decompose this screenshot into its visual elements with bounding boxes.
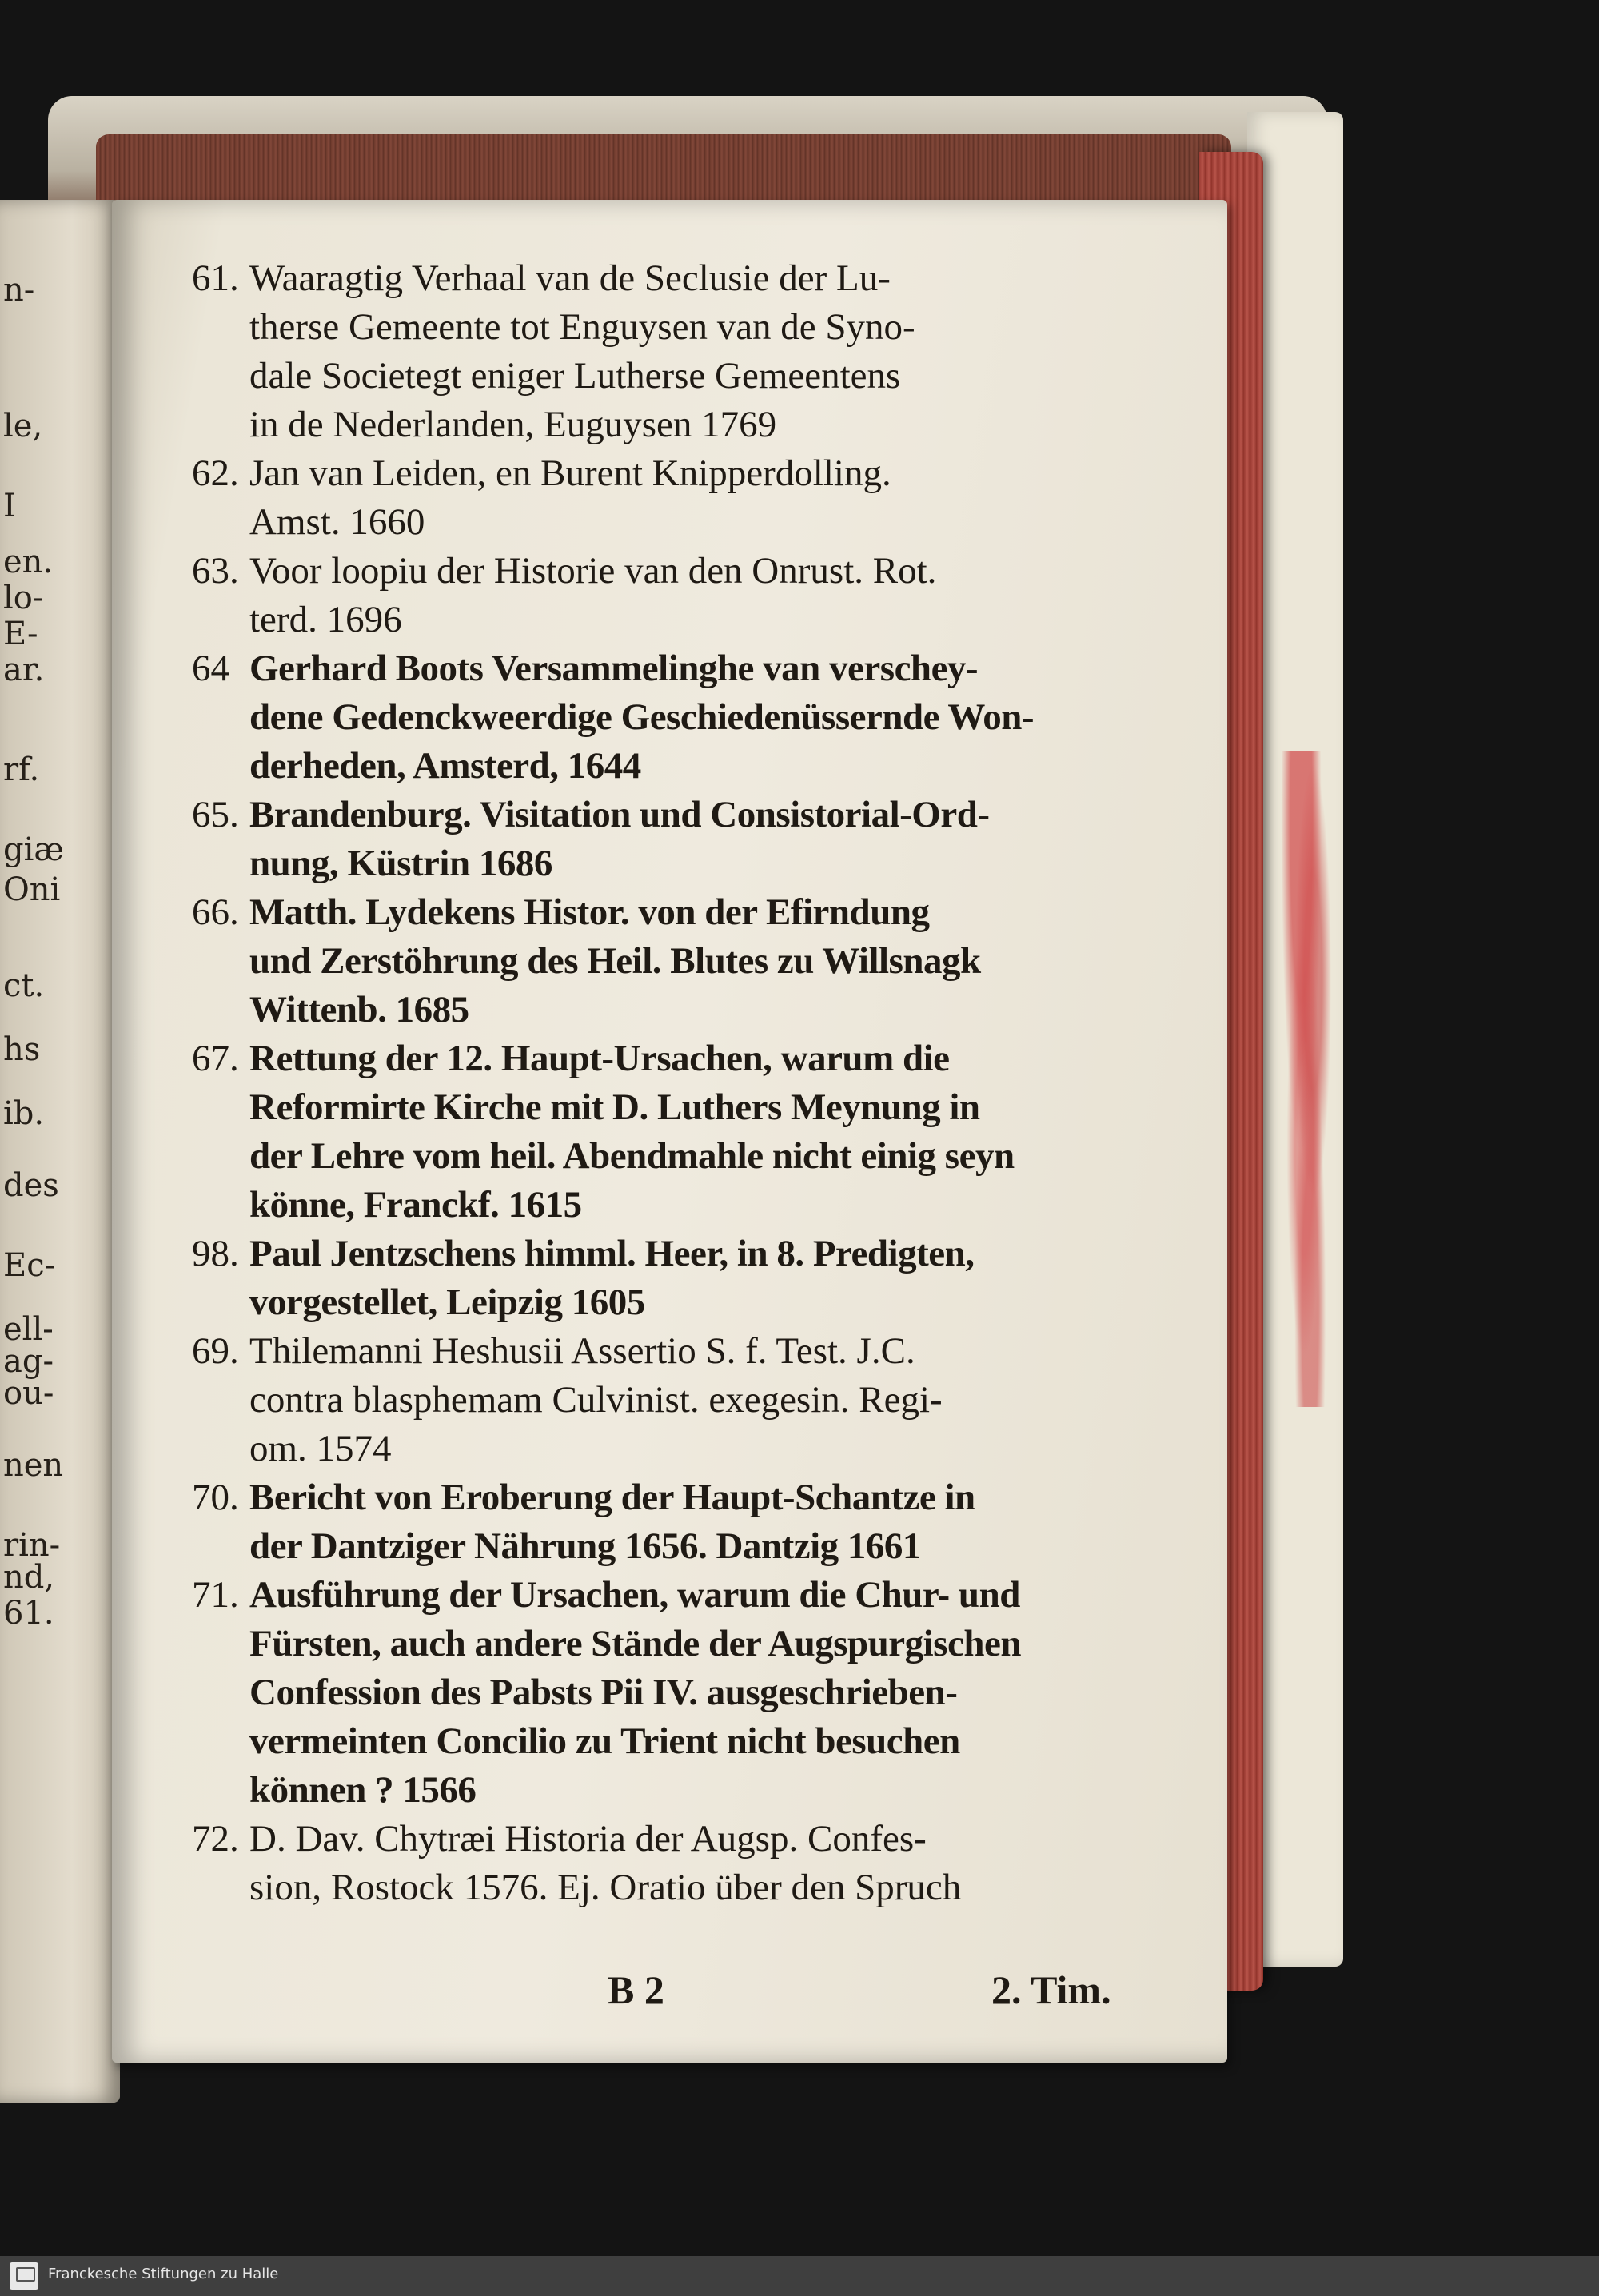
entry-line: Voor loopiu der Historie van den Onrust. Rot. bbox=[249, 550, 937, 592]
entry-line: therse Gemeente tot Enguysen van de Syno- bbox=[249, 306, 915, 348]
catalog-entry bbox=[192, 254, 1135, 449]
left-page bbox=[0, 200, 120, 2103]
catalog-entry bbox=[192, 1327, 1135, 1473]
entry-number: 63. bbox=[192, 550, 239, 592]
catalog-entry bbox=[192, 1473, 1135, 1571]
left-page-fragment: le, bbox=[3, 408, 43, 444]
catalog-entry bbox=[192, 1571, 1135, 1815]
entry-line: der Dantziger Nährung 1656. Dantzig 1661 bbox=[249, 1525, 921, 1567]
left-page-fragment: ar. bbox=[3, 652, 45, 688]
left-page-fragment: I bbox=[3, 488, 16, 524]
entry-line: dale Societegt eniger Lutherse Gemeentens bbox=[249, 355, 901, 397]
red-stains bbox=[1278, 751, 1337, 1407]
catalog-entry bbox=[192, 888, 1135, 1034]
entry-line: Rettung der 12. Haupt-Ursachen, warum die bbox=[249, 1038, 950, 1079]
left-page-fragment: rin- bbox=[3, 1527, 61, 1564]
entry-line: Jan van Leiden, en Burent Knipperdolling. bbox=[249, 452, 891, 494]
entry-text bbox=[249, 1815, 1135, 1912]
entry-line: Brandenburg. Visitation und Consistorial-Ord- bbox=[249, 794, 990, 835]
entry-number: 70. bbox=[192, 1477, 239, 1518]
entry-line: Reformirte Kirche mit D. Luthers Meynung in bbox=[249, 1086, 980, 1128]
entry-line: vermeinten Concilio zu Trient nicht besuchen bbox=[249, 1720, 960, 1762]
entry-list bbox=[192, 254, 1135, 1912]
signature-mark: B 2 bbox=[608, 1967, 664, 2012]
entry-line: Thilemanni Heshusii Assertio S. f. Test. J.C. bbox=[249, 1330, 915, 1372]
left-page-fragment: des bbox=[3, 1167, 59, 1204]
entry-line: können ? 1566 bbox=[249, 1769, 477, 1811]
entry-line: D. Dav. Chytræi Historia der Augsp. Confes- bbox=[249, 1818, 927, 1860]
catalog-entry bbox=[192, 1815, 1135, 1912]
entry-text bbox=[249, 791, 1135, 888]
entry-line: Gerhard Boots Versammelinghe van verschey- bbox=[249, 648, 979, 689]
entry-line: Wittenb. 1685 bbox=[249, 989, 469, 1030]
bottom-bar-text: Franckesche Stiftungen zu Halle bbox=[48, 2266, 279, 2282]
left-page-fragment: Ec- bbox=[3, 1247, 56, 1284]
entry-line: nung, Küstrin 1686 bbox=[249, 843, 552, 884]
entry-line: in de Nederlanden, Euguysen 1769 bbox=[249, 404, 777, 445]
entry-text bbox=[249, 1473, 1135, 1571]
entry-number: 71. bbox=[192, 1574, 239, 1616]
left-page-fragment: nd, bbox=[3, 1559, 55, 1596]
left-page-fragment: nen bbox=[3, 1447, 64, 1484]
entry-text bbox=[249, 1327, 1135, 1473]
entry-line: und Zerstöhrung des Heil. Blutes zu Willsnagk bbox=[249, 940, 981, 982]
left-page-fragment: rf. bbox=[3, 751, 40, 788]
entry-line: terd. 1696 bbox=[249, 599, 402, 640]
left-page-fragment: E- bbox=[3, 616, 38, 652]
bottom-bar bbox=[0, 2256, 1599, 2296]
entry-line: Fürsten, auch andere Stände der Augspurgischen bbox=[249, 1623, 1022, 1664]
entry-line: Matth. Lydekens Histor. von der Efirndung bbox=[249, 891, 930, 933]
entry-line: Confession des Pabsts Pii IV. ausgeschrieben- bbox=[249, 1672, 958, 1713]
catchword: 2. Tim. bbox=[991, 1967, 1111, 2012]
entry-number: 69. bbox=[192, 1330, 239, 1372]
left-page-fragment: ou- bbox=[3, 1375, 54, 1412]
entry-number: 66. bbox=[192, 891, 239, 933]
entry-line: der Lehre vom heil. Abendmahle nicht einig seyn bbox=[249, 1135, 1015, 1177]
left-page-fragment: Oni bbox=[3, 871, 61, 908]
entry-line: Paul Jentzschens himml. Heer, in 8. Predigten, bbox=[249, 1233, 975, 1274]
entry-line: Waaragtig Verhaal van de Seclusie der Lu- bbox=[249, 257, 891, 299]
entry-line: derheden, Amsterd, 1644 bbox=[249, 745, 641, 787]
left-page-fragment: hs bbox=[3, 1031, 41, 1068]
entry-number: 61. bbox=[192, 257, 239, 299]
entry-text bbox=[249, 449, 1135, 547]
entry-text bbox=[249, 1230, 1135, 1327]
entry-text bbox=[249, 1571, 1135, 1815]
left-page-fragment: 61. bbox=[3, 1595, 54, 1632]
entry-line: dene Gedenckweerdige Geschiedenüssernde Won- bbox=[249, 696, 1035, 738]
entry-line: sion, Rostock 1576. Ej. Oratio über den Spruch bbox=[249, 1867, 962, 1908]
entry-text bbox=[249, 254, 1135, 449]
catalog-entry bbox=[192, 449, 1135, 547]
entry-line: Bericht von Eroberung der Haupt-Schantze in bbox=[249, 1477, 975, 1518]
entry-number: 67. bbox=[192, 1038, 239, 1079]
entry-text bbox=[249, 888, 1135, 1034]
entry-number: 98. bbox=[192, 1233, 239, 1274]
left-page-fragment: lo- bbox=[3, 580, 44, 616]
left-page-fragment: en. bbox=[3, 544, 54, 580]
left-page-fragment: ell- bbox=[3, 1311, 54, 1348]
left-page-fragment: ib. bbox=[3, 1095, 45, 1132]
catalog-entry bbox=[192, 644, 1135, 791]
entry-line: vorgestellet, Leipzig 1605 bbox=[249, 1282, 645, 1323]
entry-line: om. 1574 bbox=[249, 1428, 392, 1469]
entry-line: contra blasphemam Culvinist. exegesin. Regi- bbox=[249, 1379, 943, 1421]
left-page-fragment: giæ bbox=[3, 831, 64, 868]
entry-number: 64 bbox=[192, 648, 229, 689]
entry-line: Amst. 1660 bbox=[249, 501, 425, 543]
entry-text bbox=[249, 547, 1135, 644]
catalog-entry bbox=[192, 547, 1135, 644]
entry-number: 65. bbox=[192, 794, 239, 835]
entry-number: 72. bbox=[192, 1818, 239, 1860]
book-top-edge bbox=[96, 134, 1231, 206]
entry-line: Ausführung der Ursachen, warum die Chur- und bbox=[249, 1574, 1020, 1616]
entry-text bbox=[249, 1034, 1135, 1230]
catalog-entry bbox=[192, 1034, 1135, 1230]
entry-line: könne, Franckf. 1615 bbox=[249, 1184, 582, 1226]
catalog-entry bbox=[192, 1230, 1135, 1327]
catalog-entry bbox=[192, 791, 1135, 888]
left-page-fragment: n- bbox=[3, 272, 35, 309]
entry-number: 62. bbox=[192, 452, 239, 494]
institution-logo-icon bbox=[10, 2262, 38, 2290]
left-page-fragment: ag- bbox=[3, 1343, 54, 1380]
left-page-fragment: ct. bbox=[3, 967, 45, 1004]
entry-text bbox=[249, 644, 1135, 791]
